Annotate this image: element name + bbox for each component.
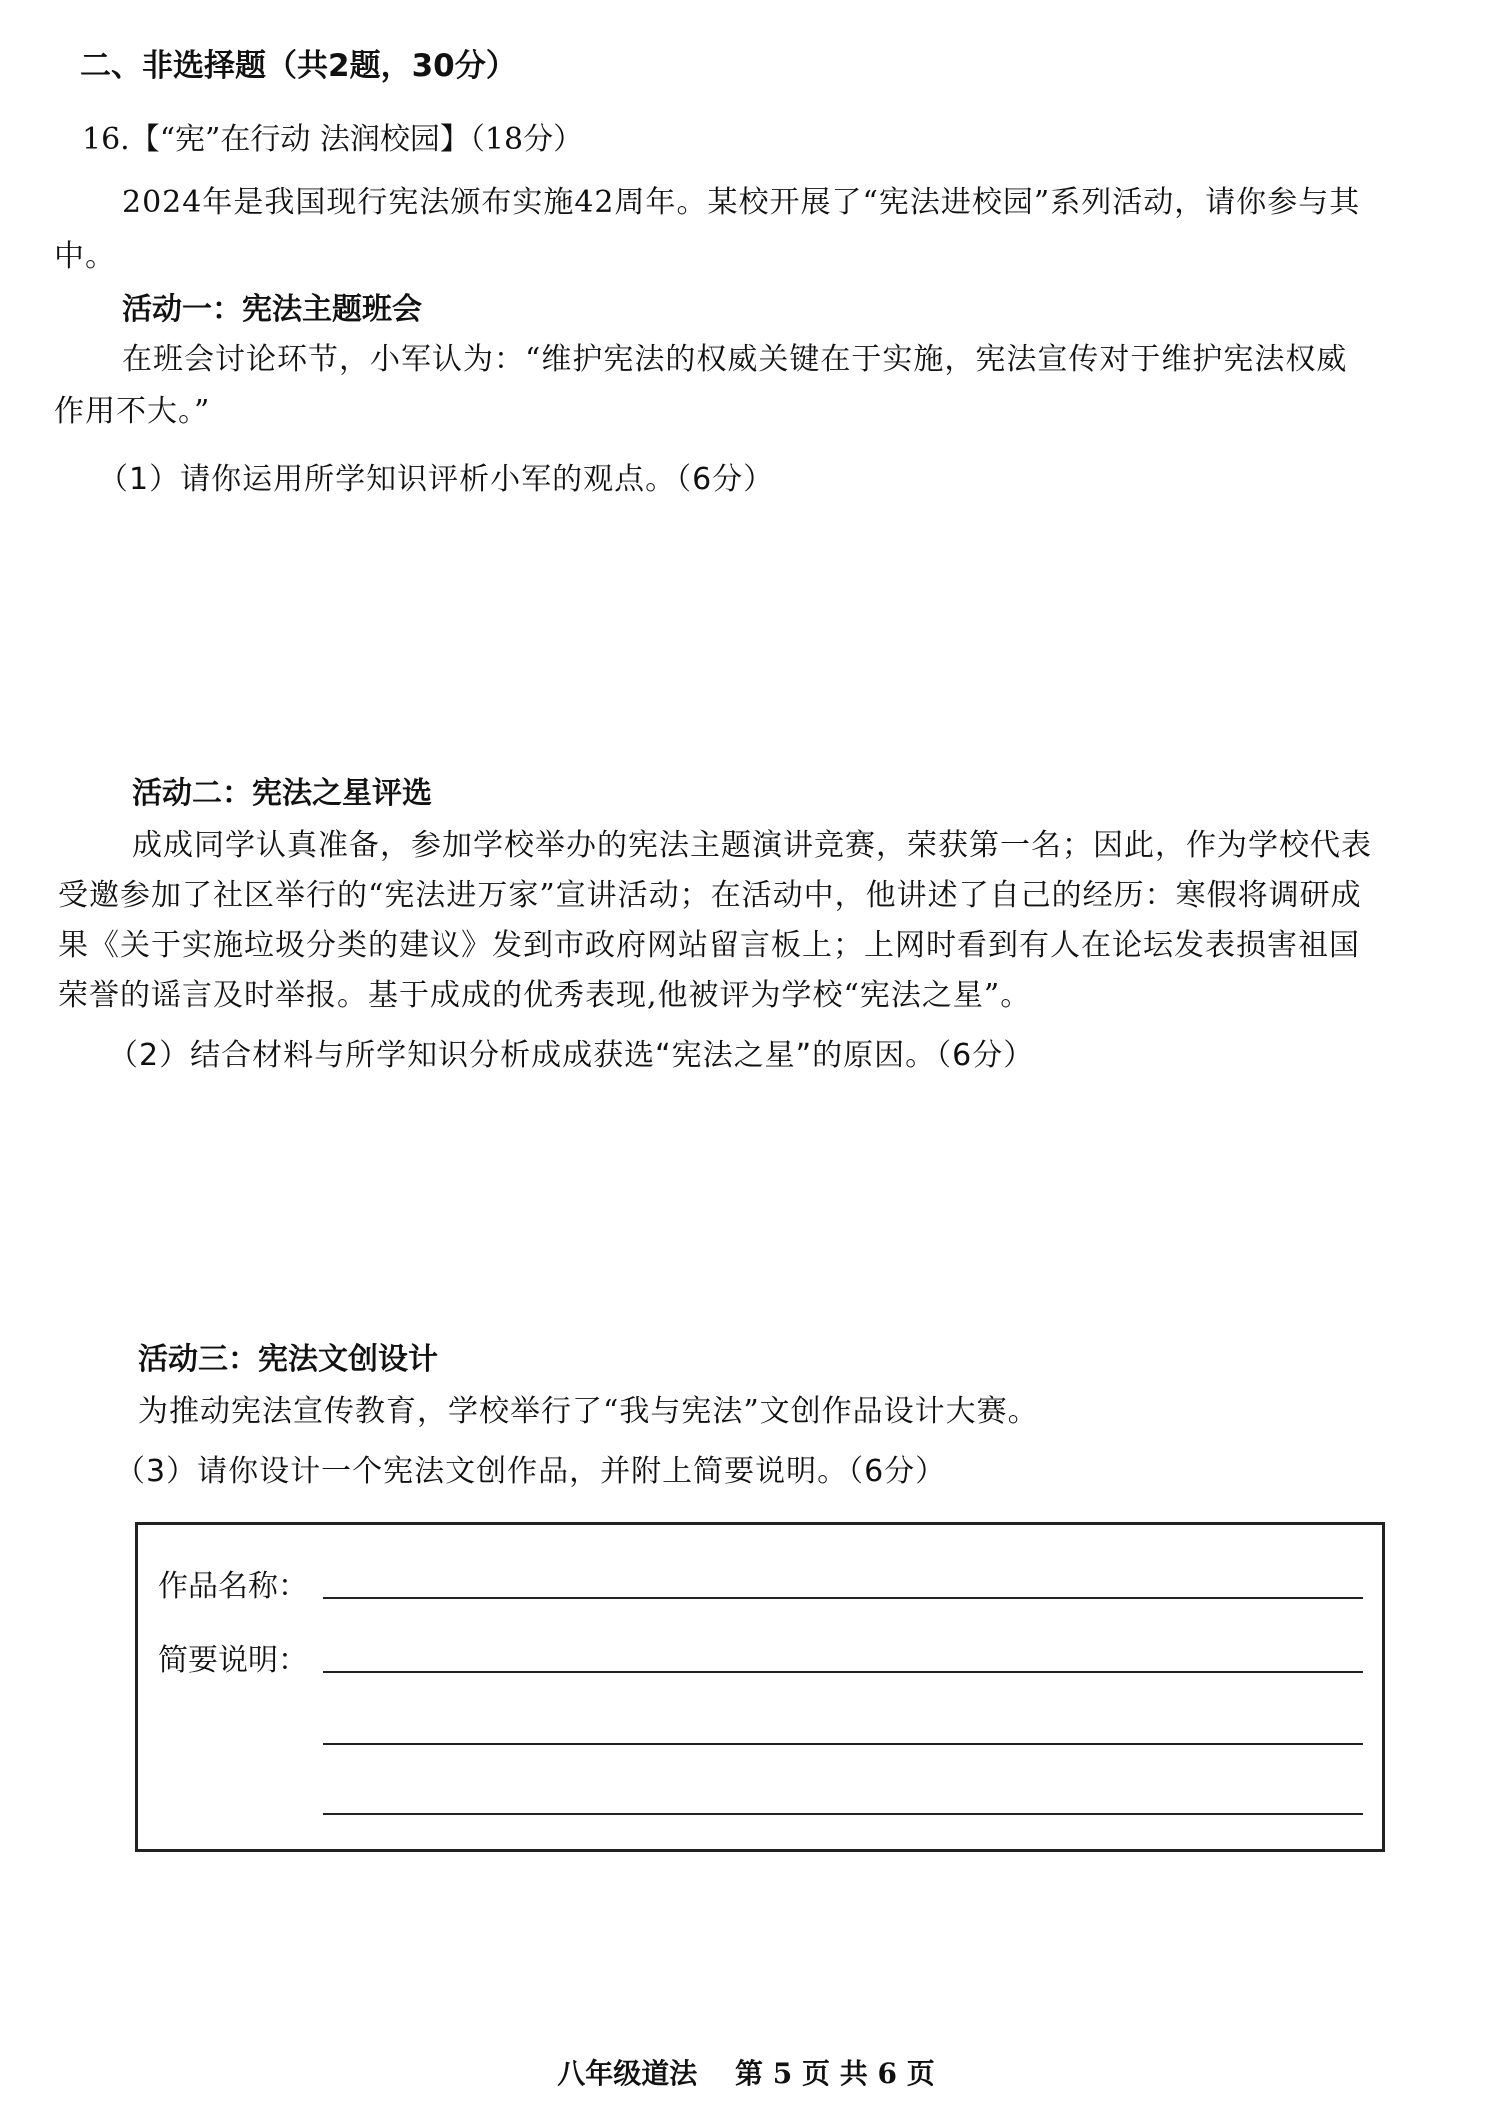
work-name-label: 作品名称：: [158, 1569, 308, 1604]
footer-page-number: 第 5 页 共 6 页: [735, 2057, 935, 2090]
question-16-intro-line-1: 2024年是我国现行宪法颁布实施42周年。某校开展了“宪法进校园”系列活动，请你参与其: [122, 185, 1361, 220]
activity-1-heading: 活动一：宪法主题班会: [122, 292, 422, 327]
activity-1-text-line-2: 作用不大。”: [54, 394, 211, 429]
question-16-intro-line-2: 中。: [54, 239, 116, 274]
activity-2-text-line-2: 受邀参加了社区举行的“宪法进万家”宣讲活动；在活动中，他讲述了自己的经历：寒假将调研成: [58, 878, 1362, 913]
design-answer-box: [135, 1522, 1385, 1852]
description-answer-line-1[interactable]: [323, 1671, 1363, 1673]
work-name-answer-line[interactable]: [323, 1597, 1363, 1599]
section-title: 二、非选择题（共2题，30分）: [80, 48, 517, 84]
description-answer-line-3[interactable]: [323, 1813, 1363, 1815]
question-16-title: 16.【“宪”在行动 法润校园】（18分）: [82, 122, 584, 157]
description-answer-line-2[interactable]: [323, 1743, 1363, 1745]
activity-3-heading: 活动三：宪法文创设计: [138, 1342, 438, 1377]
activity-3-question: （3）请你设计一个宪法文创作品，并附上简要说明。（6分）: [115, 1454, 947, 1489]
activity-2-text-line-4: 荣誉的谣言及时举报。基于成成的优秀表现,他被评为学校“宪法之星”。: [58, 978, 1032, 1013]
page-footer: [0, 2056, 1492, 2092]
brief-description-label: 简要说明：: [158, 1643, 308, 1678]
activity-2-text-line-3: 果《关于实施垃圾分类的建议》发到市政府网站留言板上；上网时看到有人在论坛发表损害祖国: [58, 928, 1360, 963]
footer-subject: 八年级道法: [557, 2057, 698, 2090]
activity-2-heading: 活动二：宪法之星评选: [132, 776, 432, 811]
activity-3-text-line-1: 为推动宪法宣传教育，学校举行了“我与宪法”文创作品设计大赛。: [138, 1394, 1039, 1429]
activity-2-question: （2）结合材料与所学知识分析成成获选“宪法之星”的原因。（6分）: [108, 1038, 1035, 1073]
activity-1-question: （1）请你运用所学知识评析小军的观点。（6分）: [98, 462, 775, 497]
activity-2-text-line-1: 成成同学认真准备，参加学校举办的宪法主题演讲竞赛，荣获第一名；因此，作为学校代表: [132, 828, 1372, 863]
activity-1-text-line-1: 在班会讨论环节，小军认为：“维护宪法的权威关键在于实施，宪法宣传对于维护宪法权威: [122, 342, 1348, 377]
